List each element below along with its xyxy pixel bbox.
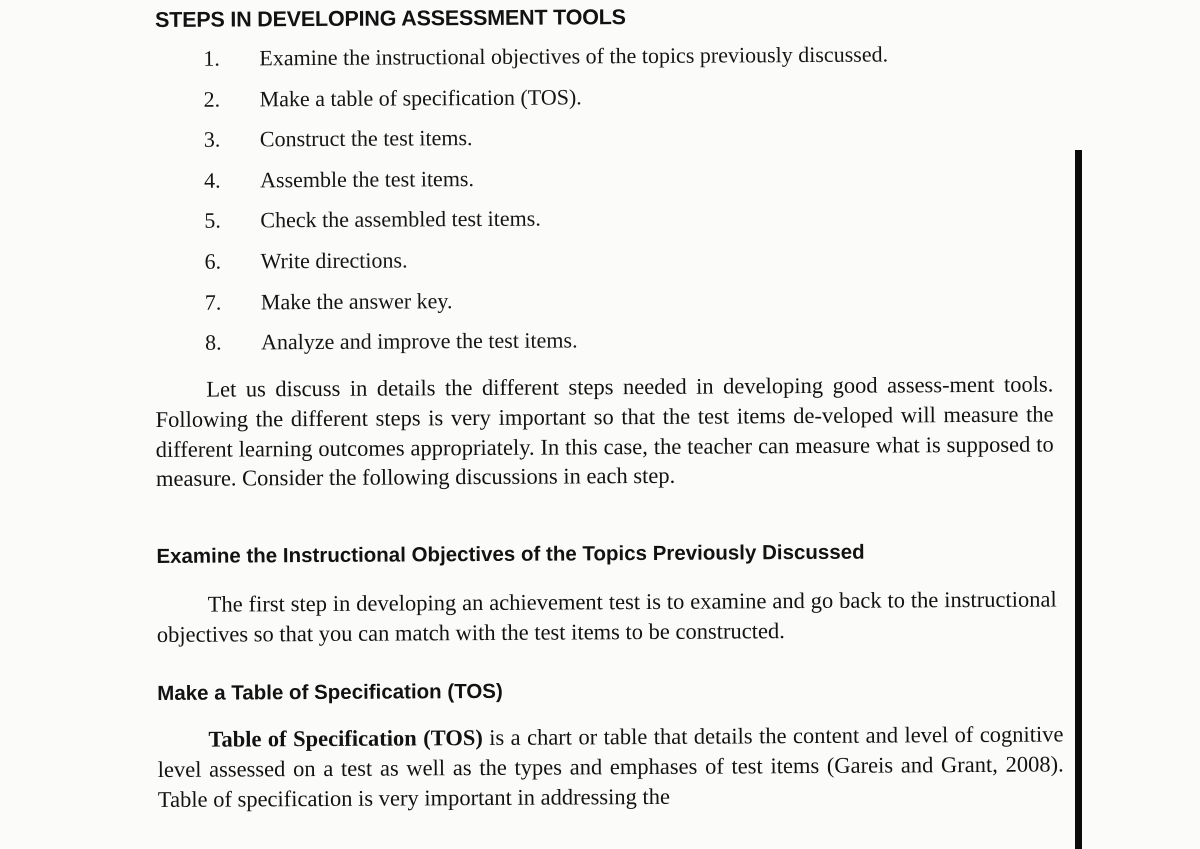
step-text: Examine the instructional objectives of the topics previously discussed. [259, 41, 889, 71]
section-heading-tos: Make a Table of Specification (TOS) [157, 679, 503, 705]
intro-paragraph: Let us discuss in details the different steps needed in developing good assess-ment tools. Following the different steps is very important so that the test items de-veloped will measure the different learning outcomes appropriately. In this case, the teacher can measure what is supposed to measure. Consider the following discussions in each step. [155, 371, 1054, 492]
list-item [205, 284, 890, 329]
page-title: STEPS IN DEVELOPING ASSESSMENT TOOLS [155, 5, 626, 32]
step-number: 1. [203, 45, 220, 71]
step-number: 2. [203, 86, 221, 112]
step-text: Write directions. [260, 247, 408, 274]
step-number: 6. [204, 248, 222, 274]
list-item [205, 325, 890, 370]
step-number: 5. [204, 207, 221, 234]
step-number: 4. [204, 167, 221, 193]
step-text: Make a table of specification (TOS). [259, 83, 582, 111]
step-text: Analyze and improve the test items. [261, 327, 578, 355]
list-item [205, 243, 890, 288]
tos-paragraph [157, 719, 1064, 814]
step-number: 3. [203, 126, 221, 152]
step-text: Make the answer key. [260, 287, 453, 314]
section-heading-examine: Examine the Instructional Objectives of the Topics Previously Discussed [156, 540, 865, 568]
list-item [204, 162, 889, 207]
tos-term: Table of Specification (TOS) [208, 724, 483, 752]
page-content [153, 0, 1063, 849]
page-edge-shadow [1075, 150, 1082, 849]
list-item [204, 203, 889, 248]
list-item [204, 81, 889, 126]
examine-paragraph: The first step in developing an achievement test is to examine and go back to the instructional objectives so that you can match with the test items to be constructed. [156, 586, 1057, 647]
step-text: Assemble the test items. [260, 165, 475, 193]
tos-paragraph-text: is a chart or table that details the content and level of cognitive level assessed on a test as well as the types and emphases of test items (Gareis and Grant, 2008). Table of specification is very important in addressing the [157, 721, 1064, 812]
list-item [204, 122, 889, 167]
step-number: 8. [205, 329, 222, 355]
step-text: Check the assembled test items. [260, 206, 541, 233]
steps-list [203, 41, 890, 370]
step-text: Construct the test items. [259, 125, 473, 152]
step-number: 7. [204, 289, 222, 315]
list-item [203, 41, 888, 86]
